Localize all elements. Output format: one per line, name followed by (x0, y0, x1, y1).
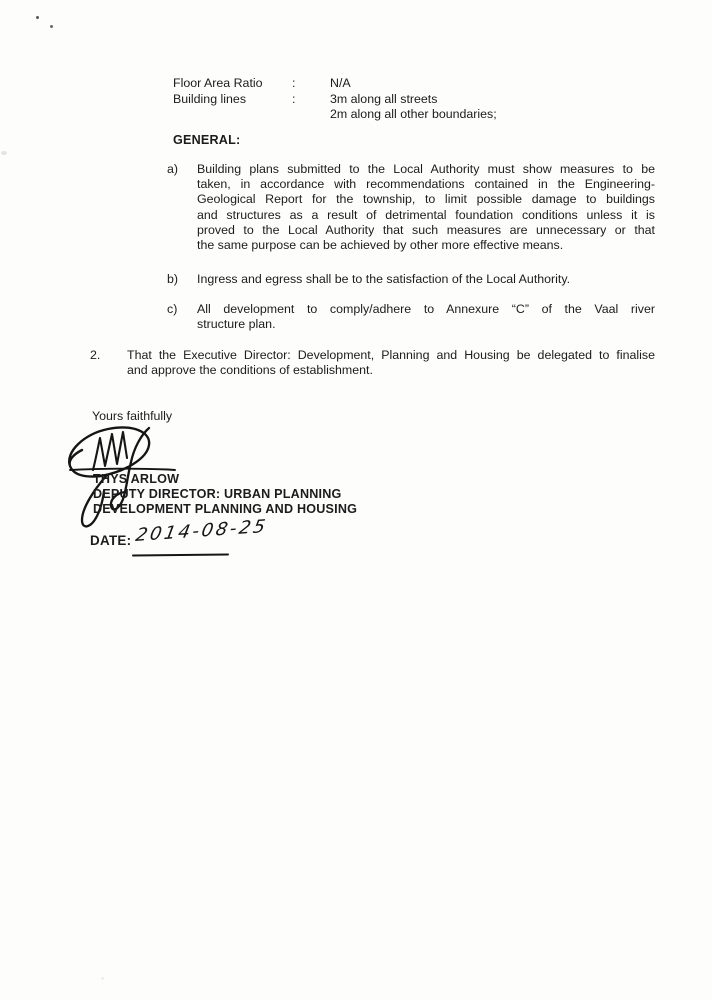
date-row (90, 516, 330, 562)
spec-colon: : (292, 76, 296, 90)
list-marker: 2. (90, 348, 101, 362)
paragraph-line: structure plan. (197, 317, 276, 332)
spec-label (173, 107, 292, 123)
spec-value: N/A (330, 76, 351, 90)
paragraph-line: All development to comply/adhere to Annexure “C” of the Vaal river (197, 302, 655, 316)
paragraph-line: taken, in accordance with recommendations contained in the Engineering- (197, 177, 655, 192)
list-body (197, 162, 655, 253)
section-heading-general: GENERAL: (173, 133, 241, 147)
list-marker: c) (167, 302, 178, 316)
list-item-b (167, 272, 656, 287)
spec-label: Floor Area Ratio (173, 76, 263, 90)
spec-value: 2m along all other boundaries; (330, 107, 497, 121)
paragraph-line: and structures as a result of detrimental foundation conditions unless it is (197, 207, 655, 222)
paragraph-line: Ingress and egress shall be to the satisfaction of the Local Authority. (197, 272, 571, 286)
scan-speckle (50, 25, 53, 28)
spec-colon (292, 107, 330, 123)
signatory-name: THYS ARLOW (93, 472, 180, 486)
list-body (197, 302, 655, 332)
date-underline (132, 553, 229, 556)
handwritten-date: 2014-08-25 (134, 516, 270, 546)
signatory-block (93, 472, 357, 518)
list-marker: a) (167, 162, 179, 176)
spec-colon: : (292, 91, 296, 106)
list-body (127, 348, 655, 378)
paragraph-line: Building plans submitted to the Local Authority must show measures to be (197, 162, 655, 176)
scan-speckle (36, 16, 39, 19)
spec-table (173, 76, 660, 123)
scan-speckle (101, 977, 104, 980)
scan-speckle (1, 151, 7, 155)
signatory-title: DEVELOPMENT PLANNING AND HOUSING (93, 502, 358, 517)
list-marker: b) (167, 272, 179, 286)
paragraph-line: proved to the Local Authority that such measures are unnecessary or that (197, 222, 655, 237)
paragraph-line: That the Executive Director: Development, Planning and Housing be delegated to finalise (127, 348, 655, 362)
paragraph-line: and approve the conditions of establishment. (127, 363, 373, 378)
signatory-title: DEPUTY DIRECTOR: URBAN PLANNING (93, 487, 342, 502)
list-item-a (167, 162, 656, 253)
spec-label: Building lines (173, 91, 247, 106)
list-item-c (167, 302, 656, 332)
date-label: DATE: (90, 533, 132, 548)
paragraph-line: the same purpose can be achieved by other more effective means. (197, 238, 564, 253)
resolution-item-2 (90, 348, 656, 378)
valediction: Yours faithfully (92, 409, 173, 423)
list-body (197, 272, 655, 287)
paragraph-line: Geological Report for the township, to limit possible damage to buildings (197, 192, 655, 207)
spec-value: 3m along all streets (330, 91, 438, 106)
